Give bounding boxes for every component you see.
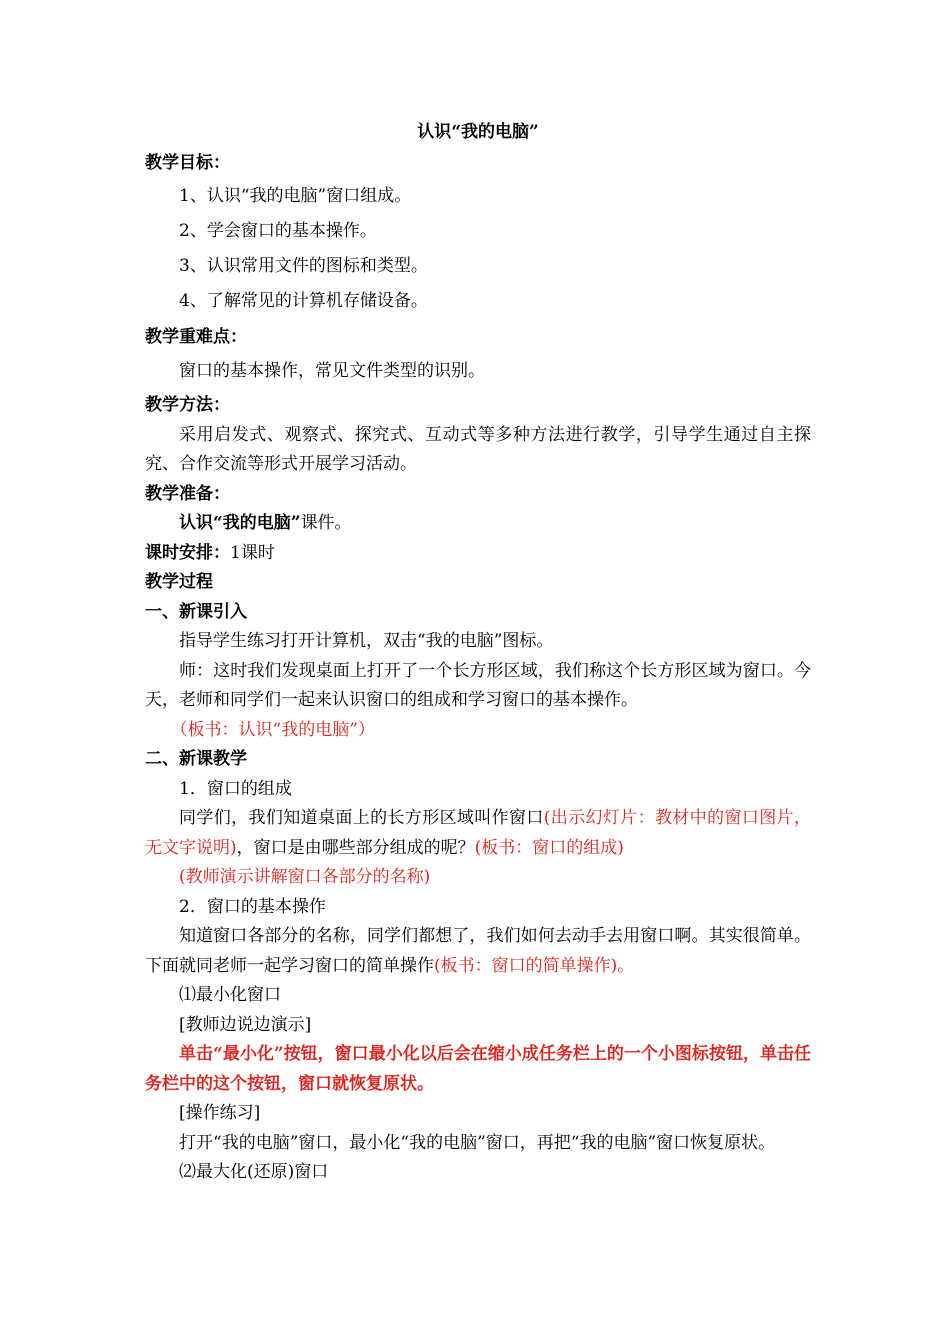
methods-text: 采用启发式、观察式、探究式、互动式等多种方法进行教学，引导学生通过自主探究、合作交流等形式开展学习活动。 <box>145 424 811 474</box>
minimize-title: ⑴最小化窗口 <box>179 985 281 1005</box>
schedule-value: 1课时 <box>230 542 275 563</box>
document-content <box>145 118 811 1188</box>
sub1-red-board: (板书：窗口的组成) <box>474 837 624 858</box>
section2-heading: 二、新课教学 <box>145 749 247 769</box>
sub2-text-a: 知道窗口各部分的名称，同学们都想了，我们如何去动手去用窗口啊。其实很简单。下面就同老师一起学习窗口的简单操作 <box>145 926 811 976</box>
preparation-bold: 认识“我的电脑” <box>179 513 301 533</box>
key-points-heading: 教学重难点： <box>145 326 247 347</box>
sub1-red-slide: (出示幻灯片：教材中的窗口图片，无文字说明) <box>145 808 811 858</box>
objective-item: 1、认识“我的电脑”窗口组成。 <box>179 185 412 206</box>
demo-label: [教师边说边演示] <box>179 1014 312 1035</box>
sub1-title: 1．窗口的组成 <box>179 778 292 799</box>
sub2-paragraph <box>145 922 811 981</box>
practice-text: 打开“我的电脑”窗口，最小化“我的电脑”窗口，再把“我的电脑”窗口恢复原状。 <box>179 1132 776 1153</box>
process-heading: 教学过程 <box>145 572 213 592</box>
sub1-text-a: 同学们，我们知道桌面上的长方形区域叫作窗口 <box>179 808 544 828</box>
schedule-line <box>145 539 811 569</box>
preparation-rest: 课件。 <box>300 513 352 533</box>
objectives-heading: 教学目标： <box>145 153 230 173</box>
maximize-title: ⑵最大化(还原)窗口 <box>179 1162 329 1182</box>
sub1-red-demo: (教师演示讲解窗口各部分的名称) <box>179 867 431 887</box>
section1-p1: 指导学生练习打开计算机，双击“我的电脑”图标。 <box>179 631 554 651</box>
schedule-heading: 课时安排： <box>145 542 230 563</box>
key-points-text: 窗口的基本操作，常见文件类型的识别。 <box>179 360 485 381</box>
sub1-text-b: ，窗口是由哪些部分组成的呢？ <box>236 837 475 858</box>
preparation-text <box>145 509 811 539</box>
document-title: 认识“我的电脑” <box>417 122 539 142</box>
section1-heading: 一、新课引入 <box>145 601 247 622</box>
section1-board: （板书：认识“我的电脑”） <box>170 719 375 740</box>
objective-item: 4、了解常见的计算机存储设备。 <box>179 290 428 311</box>
section1-p2: 师：这时我们发现桌面上打开了一个长方形区域，我们称这个长方形区域为窗口。今天，老师和同学们一起来认识窗口的组成和学习窗口的基本操作。 <box>145 660 811 710</box>
demo-text: 单击“最小化”按钮，窗口最小化以后会在缩小成任务栏上的一个小图标按钮，单击任务栏中的这个按钮，窗口就恢复原状。 <box>145 1044 811 1094</box>
sub2-red-board: (板书：窗口的简单操作)。 <box>434 955 635 976</box>
preparation-heading: 教学准备： <box>145 483 230 504</box>
methods-heading: 教学方法： <box>145 394 230 415</box>
sub2-title: 2．窗口的基本操作 <box>179 896 326 917</box>
practice-label: [操作练习] <box>179 1103 261 1123</box>
sub1-paragraph <box>145 804 811 863</box>
objective-item: 2、学会窗口的基本操作。 <box>179 220 377 241</box>
objective-item: 3、认识常用文件的图标和类型。 <box>179 255 428 276</box>
